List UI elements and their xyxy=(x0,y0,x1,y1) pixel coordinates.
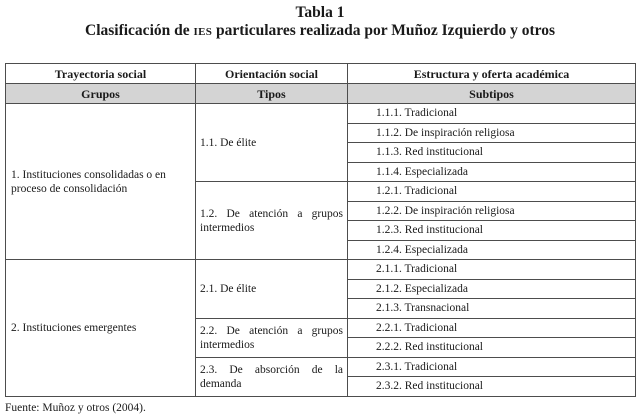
subtipo-cell: 2.1.1. Tradicional xyxy=(348,260,636,280)
tipo-cell: 2.2. De atención a grupos intermedios xyxy=(196,318,348,357)
subtipo-cell: 1.1.2. De inspiración religiosa xyxy=(348,123,636,143)
subtipo-cell: 1.2.2. De inspiración religiosa xyxy=(348,201,636,221)
table-title xyxy=(0,22,640,41)
tipo-cell: 1.2. De atención a grupos intermedios xyxy=(196,182,348,260)
title-abbr: IES xyxy=(193,26,213,38)
classification-table xyxy=(5,63,636,397)
table-row xyxy=(6,260,636,280)
table-row xyxy=(6,104,636,124)
header-estructura: Estructura y oferta académica xyxy=(348,64,636,84)
subtipo-cell: 2.2.1. Tradicional xyxy=(348,318,636,338)
subtipo-cell: 2.1.3. Transnacional xyxy=(348,299,636,319)
header-row-1 xyxy=(6,64,636,84)
group-cell: 2. Instituciones emergentes xyxy=(6,260,196,397)
subtipo-cell: 1.2.3. Red institucional xyxy=(348,221,636,241)
header-row-2 xyxy=(6,84,636,104)
subtipo-cell: 1.1.1. Tradicional xyxy=(348,104,636,124)
subtipo-cell: 2.1.2. Especializada xyxy=(348,279,636,299)
source-note: Fuente: Muñoz y otros (2004). xyxy=(5,402,146,414)
title-before: Clasificación de xyxy=(85,22,194,39)
group-cell: 1. Instituciones consolidadas o en proceso de consolidación xyxy=(6,104,196,260)
tipo-cell: 2.1. De élite xyxy=(196,260,348,319)
header-orientacion: Orientación social xyxy=(196,64,348,84)
subtipo-cell: 1.2.1. Tradicional xyxy=(348,182,636,202)
subtipo-cell: 1.1.3. Red institucional xyxy=(348,143,636,163)
subtipo-cell: 1.1.4. Especializada xyxy=(348,162,636,182)
header-tipos: Tipos xyxy=(196,84,348,104)
table-number: Tabla 1 xyxy=(295,4,345,21)
tipo-cell: 1.1. De élite xyxy=(196,104,348,182)
subtipo-cell: 2.3.1. Tradicional xyxy=(348,357,636,377)
header-trayectoria: Trayectoria social xyxy=(6,64,196,84)
header-grupos: Grupos xyxy=(6,84,196,104)
tipo-cell: 2.3. De absorción de la demanda xyxy=(196,357,348,396)
header-subtipos: Subtipos xyxy=(348,84,636,104)
title-after: particulares realizada por Muñoz Izquierdo y otros xyxy=(212,22,555,39)
subtipo-cell: 2.3.2. Red institucional xyxy=(348,377,636,397)
subtipo-cell: 1.2.4. Especializada xyxy=(348,240,636,260)
subtipo-cell: 2.2.2. Red institucional xyxy=(348,338,636,358)
